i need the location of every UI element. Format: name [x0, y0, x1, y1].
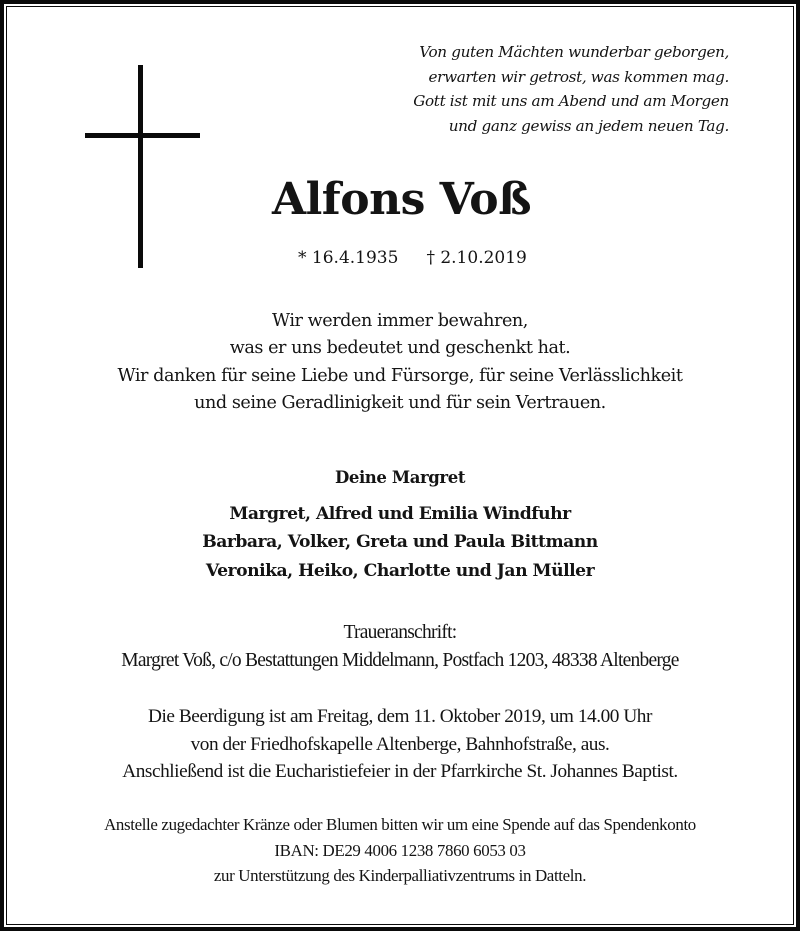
poem-line: erwarten wir getrost, was kommen mag. [428, 67, 729, 86]
cross-vertical-bar [138, 65, 143, 268]
cross-horizontal-bar [85, 133, 200, 138]
poem-line: Gott ist mit uns am Abend und am Morgen [413, 92, 729, 111]
death-date: † 2.10.2019 [426, 248, 527, 268]
funeral-details [0, 703, 800, 786]
family-line: Veronika, Heiko, Charlotte und Jan Müller [205, 560, 595, 581]
poem-line: Von guten Mächten wunderbar geborgen, [419, 43, 729, 61]
life-dates [298, 246, 527, 270]
funeral-line: Die Beerdigung ist am Freitag, dem 11. Oktober 2019, um 14.00 Uhr [148, 706, 652, 727]
donation-line: zur Unterstützung des Kinderpalliativzentrums in Datteln. [213, 866, 587, 885]
address-label: Traueranschrift: [343, 622, 457, 643]
signer-line: Deine Margret [334, 468, 466, 487]
tribute-line: und seine Geradlinigkeit und für sein Vertrauen. [194, 392, 606, 413]
iban: IBAN: DE29 4006 1238 7860 6053 03 [274, 840, 526, 860]
tribute-line: Wir danken für seine Liebe und Fürsorge, für seine Verlässlichkeit [117, 365, 683, 386]
donation-request [0, 812, 800, 889]
funeral-line: Anschließend ist die Eucharistiefeier in der Pfarrkirche St. Johannes Baptist. [122, 761, 678, 782]
funeral-line: von der Friedhofskapelle Altenberge, Bahnhofstraße, aus. [190, 733, 610, 755]
poem-verse [413, 40, 729, 138]
birth-date: * 16.4.1935 [298, 248, 399, 268]
address-value: Margret Voß, c/o Bestattungen Middelmann, Postfach 1203, 48338 Altenberge [121, 649, 679, 671]
tribute-line: was er uns bedeutet und geschenkt hat. [229, 338, 571, 359]
deceased-name: Alfons Voß [271, 174, 532, 225]
signer-name [0, 465, 800, 491]
donation-line: Anstelle zugedachter Kränze oder Blumen bitten wir um eine Spende auf das Spendenkonto [104, 815, 696, 834]
mourning-address [0, 619, 800, 674]
family-list [0, 500, 800, 585]
family-line: Barbara, Volker, Greta und Paula Bittmann [202, 532, 598, 553]
tribute-line: Wir werden immer bewahren, [272, 311, 528, 331]
tribute-text [0, 308, 800, 417]
family-line: Margret, Alfred und Emilia Windfuhr [229, 504, 571, 524]
poem-line: und ganz gewiss an jedem neuen Tag. [448, 116, 729, 135]
